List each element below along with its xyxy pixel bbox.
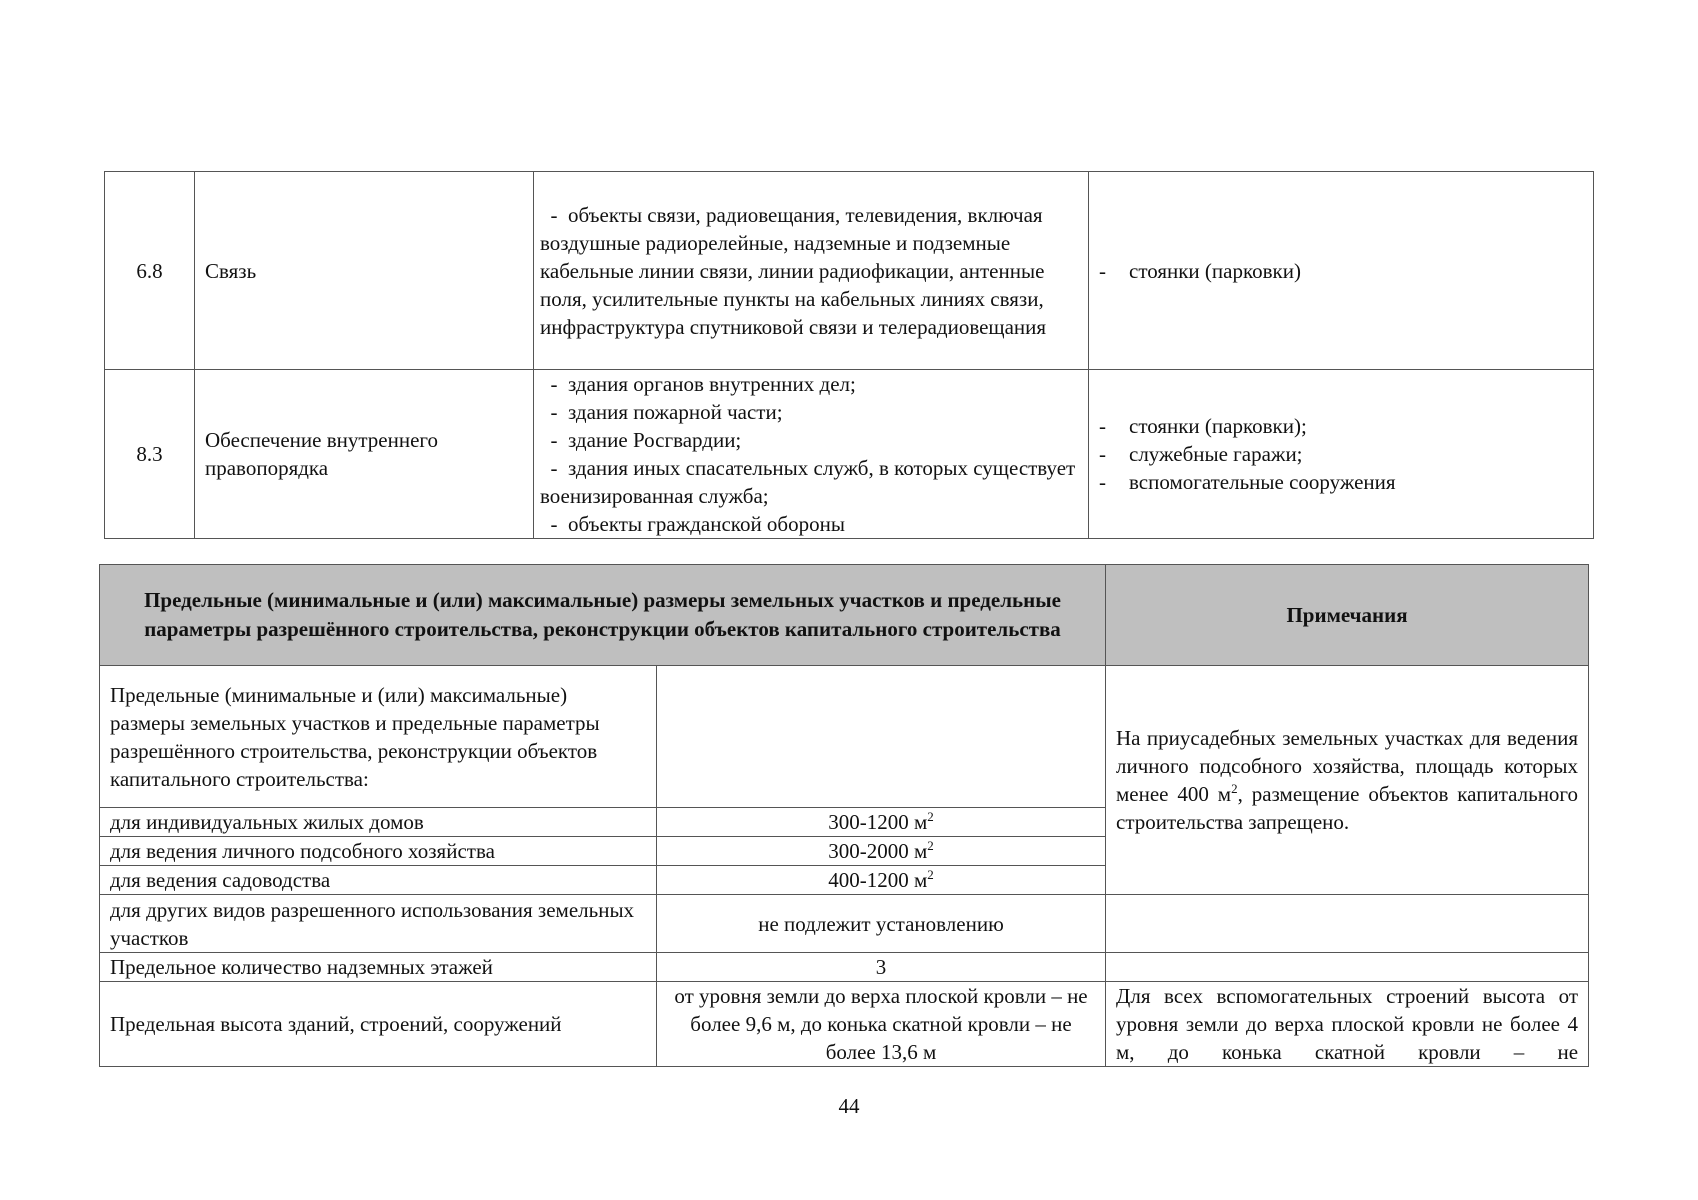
list-item: - здания иных спасательных служб, в которых существует военизированная служба; <box>540 456 1076 508</box>
list-item: - объекты связи, радиовещания, телевидения, включая воздушные радиорелейные, надземные и подземные кабельные линии связи, линии радиофикации, антенные поля, усилительные пункты на кабельных линиях связи, инфраструктура спутниковой связи и телерадиовещания <box>540 202 1047 339</box>
permitted-use-table <box>104 171 1594 539</box>
empty-note <box>1106 953 1589 982</box>
row-label: для ведения личного подсобного хозяйства <box>100 837 657 866</box>
table-row <box>105 370 1594 539</box>
row-label: для индивидуальных жилых домов <box>100 808 657 837</box>
aux-objects-cell <box>1089 172 1594 370</box>
header-notes: Примечания <box>1106 565 1589 666</box>
intro-label: Предельные (минимальные и (или) максимальные) размеры земельных участков и предельные параметры разрешённого строительства, реконструкции объектов капитального строительства: <box>100 666 657 808</box>
table-row <box>100 982 1589 1067</box>
table-row <box>100 895 1589 953</box>
empty-note <box>1106 895 1589 953</box>
table-header-row <box>100 565 1589 666</box>
list-item: - служебные гаражи; <box>1099 442 1303 466</box>
row-value: 400-1200 $м^2$ <box>657 866 1106 895</box>
use-name: Связь <box>195 172 534 370</box>
row-label: Предельная высота зданий, строений, сооружений <box>100 982 657 1067</box>
table-row <box>100 953 1589 982</box>
use-name: Обеспечение внутреннего правопорядка <box>195 370 534 539</box>
row-label: для других видов разрешенного использования земельных участков <box>100 895 657 953</box>
use-code: 8.3 <box>105 370 195 539</box>
list-item: - здания органов внутренних дел; <box>550 372 856 396</box>
list-item: - вспомогательные сооружения <box>1099 470 1396 494</box>
note-height: Для всех вспомогательных строений высота от уровня земли до верха плоской кровли не более 4 м, до конька скатной кровли – не <box>1106 982 1589 1067</box>
use-code: 6.8 <box>105 172 195 370</box>
row-value: 300-1200 $м^2$ <box>657 808 1106 837</box>
note-plots: На приусадебных земельных участках для ведения личного подсобного хозяйства, площадь которых менее 400 $м^2$, размещение объектов капитального строительства запрещено. <box>1106 666 1589 895</box>
header-params: Предельные (минимальные и (или) максимальные) размеры земельных участков и предельные параметры разрешённого строительства, реконструкции объектов капитального строительства <box>100 565 1106 666</box>
list-item: - объекты гражданской обороны <box>550 512 845 536</box>
list-item: - стоянки (парковки); <box>1099 414 1307 438</box>
page-number: 44 <box>838 1094 860 1118</box>
row-label: Предельное количество надземных этажей <box>100 953 657 982</box>
main-objects-cell <box>534 172 1089 370</box>
table-row <box>105 172 1594 370</box>
row-value: от уровня земли до верха плоской кровли – не более 9,6 м, до конька скатной кровли – не более 13,6 м <box>657 982 1106 1067</box>
table-row <box>100 666 1589 808</box>
row-value: не подлежит установлению <box>657 895 1106 953</box>
parameters-table <box>99 564 1589 1067</box>
list-item: - здание Росгвардии; <box>550 428 742 452</box>
list-item: - стоянки (парковки) <box>1099 258 1301 283</box>
aux-objects-cell <box>1089 370 1594 539</box>
row-value: 300-2000 $м^2$ <box>657 837 1106 866</box>
row-value: 3 <box>657 953 1106 982</box>
intro-value <box>657 666 1106 808</box>
row-label: для ведения садоводства <box>100 866 657 895</box>
list-item: - здания пожарной части; <box>550 400 783 424</box>
main-objects-cell <box>534 370 1089 539</box>
